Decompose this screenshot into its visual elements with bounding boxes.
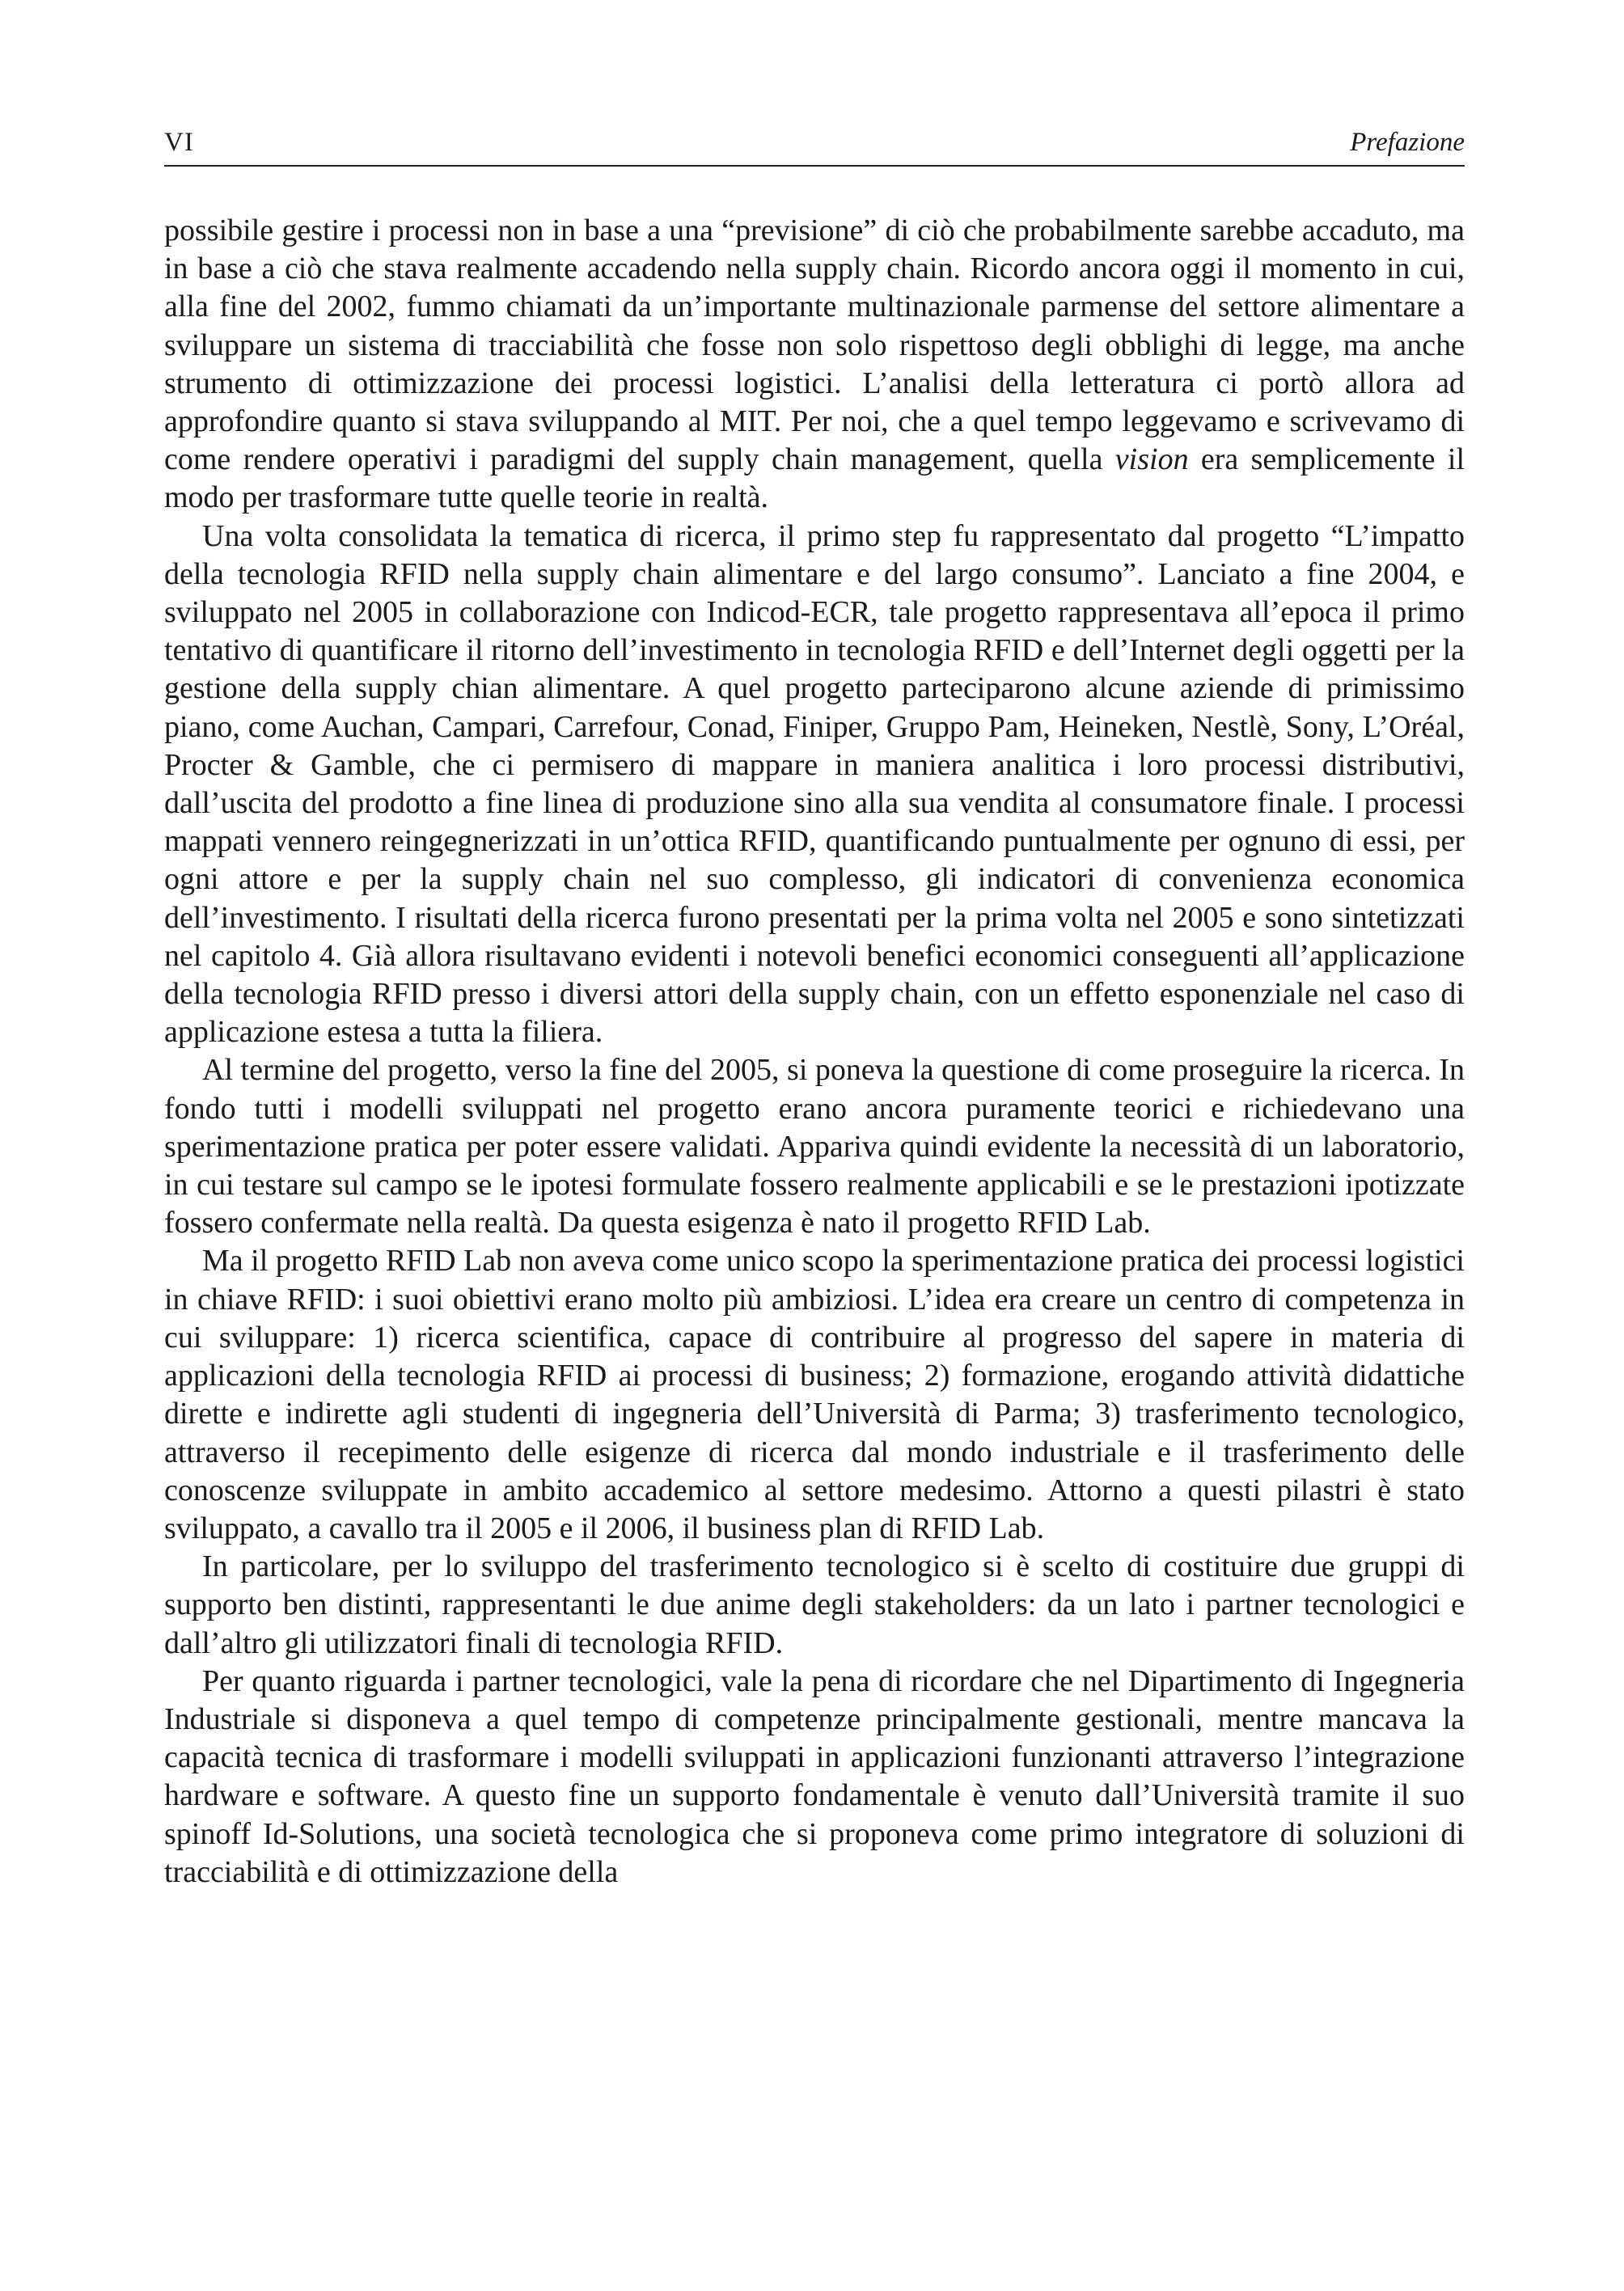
paragraph-1: possibile gestire i processi non in base a una “previsione” di ciò che probabilmente sarebbe accaduto, ma in base a ciò che stava realmente accadendo nella supply chain. Ricordo ancora oggi il momento in cui, alla fine del 2002, fummo chiamati da un’importante multinazionale parmense del settore alimentare a sviluppare un sistema di tracciabilità che fosse non solo rispettoso degli obblighi di legge, ma anche strumento di ottimizzazione dei processi logistici. L’analisi della letteratura ci portò allora ad approfondire quanto si stava sviluppando al MIT. Per noi, che a quel tempo leggevamo e scrivevamo di come rendere operativi i paradigmi del supply chain management, quella vision era semplicemente il modo per trasformare tutte quelle teorie in realtà. [164,213,1465,515]
paragraph-2: Una volta consolidata la tematica di ricerca, il primo step fu rappresentato dal progetto “L’impatto della tecnologia RFID nella supply chain alimentare e del largo consumo”. Lanciato a fine 2004, e sviluppato nel 2005 in collaborazione con Indicod-ECR, tale progetto rappresentava all’epoca il primo tentativo di quantificare il ritorno dell’investimento in tecnologia RFID e dell’Internet degli oggetti per la gestione della supply chian alimentare. A quel progetto parteciparono alcune aziende di primissimo piano, come Auchan, Campari, Carrefour, Conad, Finiper, Gruppo Pam, Heineken, Nestlè, Sony, L’Oréal, Procter & Gamble, che ci permisero di mappare in maniera analitica i loro processi distributivi, dall’uscita del prodotto a fine linea di produzione sino alla sua vendita al consumatore finale. I processi mappati vennero reingegnerizzati in un’ottica RFID, quantificando puntualmente per ognuno di essi, per ogni attore e per la supply chain nel suo complesso, gli indicatori di convenienza economica dell’investimento. I risultati della ricerca furono presentati per la prima volta nel 2005 e sono sintetizzati nel capitolo 4. Già allora risultavano evidenti i notevoli benefici economici conseguenti all’applicazione della tecnologia RFID presso i diversi attori della supply chain, con un effetto esponenziale nel caso di applicazione estesa a tutta la filiera. [164,518,1465,1050]
paragraph-5: In particolare, per lo sviluppo del trasferimento tecnologico si è scelto di costituire due gruppi di supporto ben distinti, rappresentanti le due anime degli stakeholders: da un lato i partner tecnologici e dall’altro gli utilizzatori finali di tecnologia RFID. [164,1549,1465,1660]
paragraph-6: Per quanto riguarda i partner tecnologici, vale la pena di ricordare che nel Dipartimento di Ingegneria Industriale si disponeva a quel tempo di competenze principalmente gestionali, mentre mancava la capacità tecnica di trasformare i modelli sviluppati in applicazioni funzionanti attraverso l’integrazione hardware e software. A questo fine un supporto fondamentale è venuto dall’Università tramite il suo spinoff Id-Solutions, una società tecnologica che si proponeva come primo integratore di soluzioni di tracciabilità e di ottimizzazione della [164,1663,1465,1889]
running-header [164,123,1465,167]
italic-vision: vision [1114,442,1189,477]
body-text [164,212,1465,1892]
paragraph-4: Ma il progetto RFID Lab non aveva come unico scopo la sperimentazione pratica dei processi logistici in chiave RFID: i suoi obiettivi erano molto più ambiziosi. L’idea era creare un centro di competenza in cui sviluppare: 1) ricerca scientifica, capace di contribuire al progresso del sapere in materia di applicazioni della tecnologia RFID ai processi di business; 2) formazione, erogando attività didattiche dirette e indirette agli studenti di ingegneria dell’Università di Parma; 3) trasferimento tecnologico, attraverso il recepimento delle esigenze di ricerca dal mondo industriale e il trasferimento delle conoscenze sviluppate in ambito accademico al settore medesimo. Attorno a questi pilastri è stato sviluppato, a cavallo tra il 2005 e il 2006, il business plan di RFID Lab. [164,1244,1465,1545]
page-number: VI [164,128,194,157]
section-title: Prefazione [1350,128,1465,157]
paragraph-3: Al termine del progetto, verso la fine del 2005, si poneva la questione di come proseguire la ricerca. In fondo tutti i modelli sviluppati nel progetto erano ancora puramente teorici e richiedevano una sperimentazione pratica per poter essere validati. Appariva quindi evidente la necessità di un laboratorio, in cui testare sul campo se le ipotesi formulate fossero realmente applicabili e se le prestazioni ipotizzate fossero confermate nella realtà. Da questa esigenza è nato il progetto RFID Lab. [164,1053,1465,1241]
